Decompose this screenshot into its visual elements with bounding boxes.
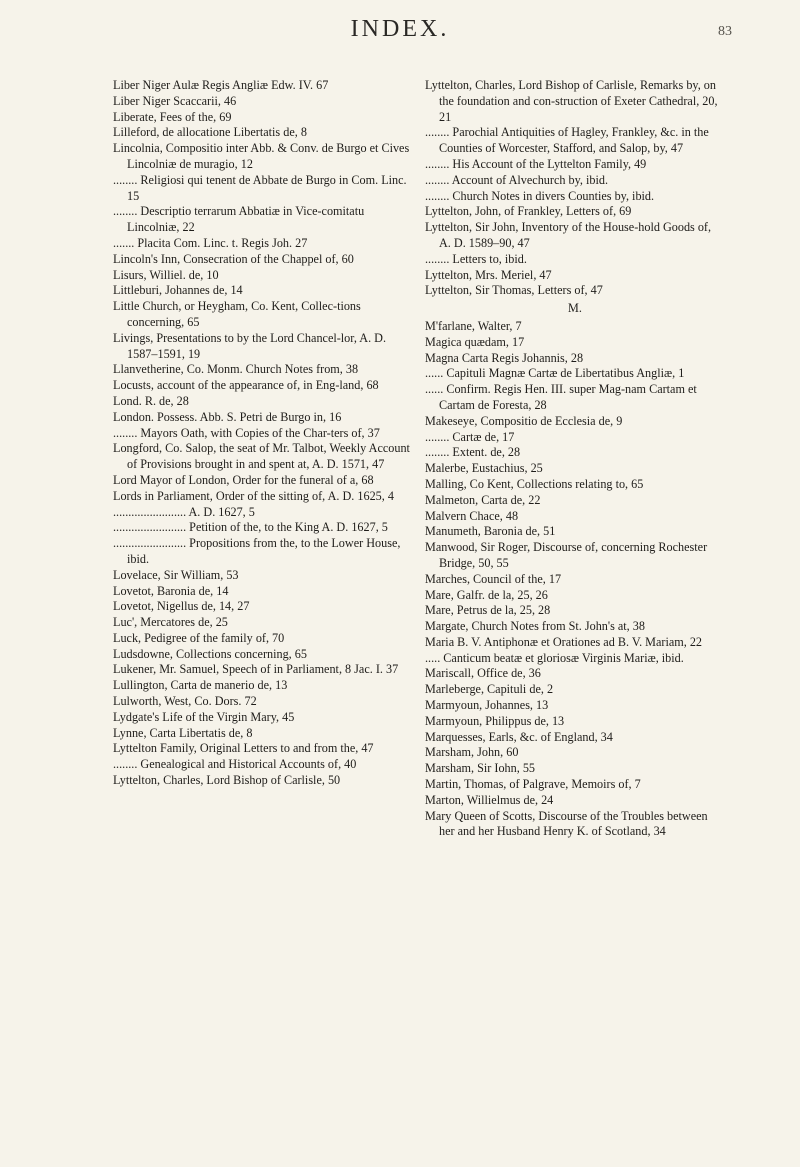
index-entry: Malvern Chace, 48 [425,508,519,523]
right-column [425,78,725,840]
index-entry: Liber Niger Scaccarii, 46 [113,93,237,108]
index-entry: Marmyoun, Philippus de, 13 [425,713,565,728]
index-entry: ........ Descriptio terrarum Abbatiæ in Vice-comitatu Lincolniæ, 22 [113,204,365,235]
page-number: 83 [718,24,732,39]
index-entry: Lyttelton, Sir Thomas, Letters of, 47 [425,283,603,298]
index-entry: Malling, Co Kent, Collections relating to, 65 [425,476,644,491]
index-entry: Lords in Parliament, Order of the sitting of, A. D. 1625, 4 [113,488,394,503]
index-entry: ........................ A. D. 1627, 5 [113,504,255,519]
index-entry: Little Church, or Heygham, Co. Kent, Collec-tions concerning, 65 [113,299,361,329]
index-entry: Mare, Galfr. de la, 25, 26 [425,587,548,602]
index-entry: Marton, Willielmus de, 24 [425,792,554,807]
index-entry: Lincolnia, Compositio inter Abb. & Conv. de Burgo et Cives Lincolniæ de muragio, 12 [113,141,410,171]
index-entry: Luc', Mercatores de, 25 [113,615,228,630]
section-letter-heading: M. [568,301,582,316]
index-entry: Marsham, Sir Iohn, 55 [425,761,536,776]
index-entry: Marches, Council of the, 17 [425,571,562,586]
index-entry: ........ Extent. de, 28 [425,445,521,460]
index-entry: Lond. R. de, 28 [113,393,189,408]
index-entry: Mary Queen of Scotts, Discourse of the Troubles between her and her Husband Henry K. of Scotland, 34 [425,808,708,839]
index-entry: ........ Parochial Antiquities of Hagley, Frankley, &c. in the Counties of Worcester, Stafford, and Salop, by, 47 [425,125,709,156]
index-entry: Longford, Co. Salop, the seat of Mr. Talbot, Weekly Account of Provisions brought in and spent at, A. D. 1571, 47 [113,441,410,472]
index-entry: Martin, Thomas, of Palgrave, Memoirs of, 7 [425,777,641,792]
index-entry: Magica quædam, 17 [425,334,525,349]
index-entry: Lyttelton Family, Original Letters to and from the, 47 [113,741,374,756]
page-header [0,14,800,54]
index-entry: Lyttelton, Mrs. Meriel, 47 [425,267,552,282]
index-entry: ........ Church Notes in divers Counties by, ibid. [425,188,655,203]
index-entry: Ludsdowne, Collections concerning, 65 [113,646,307,661]
index-entry: ...... Capituli Magnæ Cartæ de Libertatibus Angliæ, 1 [425,366,685,381]
index-entry: Lyttelton, Sir John, Inventory of the House-hold Goods of, A. D. 1589–90, 47 [425,220,712,250]
index-entry: Liber Niger Aulæ Regis Angliæ Edw. IV. 67 [113,78,329,92]
index-entry: Magna Carta Regis Johannis, 28 [425,350,584,365]
index-entry: Lyttelton, Charles, Lord Bishop of Carlisle, 50 [113,773,341,788]
index-entry: ........ Genealogical and Historical Accounts of, 40 [113,757,357,772]
index-entry: Malmeton, Carta de, 22 [425,492,541,507]
index-entry: Marmyoun, Johannes, 13 [425,698,549,713]
index-entry: Locusts, account of the appearance of, in Eng-land, 68 [113,378,379,393]
index-entry: Lord Mayor of London, Order for the funeral of a, 68 [113,472,374,487]
index-entry: Lynne, Carta Libertatis de, 8 [113,725,253,740]
index-entry: ........ Account of Alvechurch by, ibid. [425,172,609,187]
index-entry: ........................ Propositions from the, to the Lower House, ibid. [113,536,401,566]
index-entry: Lullington, Carta de manerio de, 13 [113,678,288,693]
index-entry: Lydgate's Life of the Virgin Mary, 45 [113,709,295,724]
index-entry: ........................ Petition of the, to the King A. D. 1627, 5 [113,520,388,535]
index-entry: Liberate, Fees of the, 69 [113,109,232,124]
index-entry: Manwood, Sir Roger, Discourse of, concerning Rochester Bridge, 50, 55 [425,540,708,570]
index-entry: Mariscall, Office de, 36 [425,666,541,681]
index-entry: M'farlane, Walter, 7 [425,318,522,333]
page-title: INDEX. [350,16,450,42]
index-entry: Marsham, John, 60 [425,745,519,760]
index-entry: Manumeth, Baronia de, 51 [425,524,556,539]
index-entry: Llanvetherine, Co. Monm. Church Notes from, 38 [113,362,359,377]
index-entry: Malerbe, Eustachius, 25 [425,461,543,476]
index-entry: London. Possess. Abb. S. Petri de Burgo in, 16 [113,409,342,424]
index-entry: Maria B. V. Antiphonæ et Orationes ad B. V. Mariam, 22 [425,634,703,649]
index-entry: ........ Religiosi qui tenent de Abbate de Burgo in Com. Linc. 15 [113,172,407,203]
index-entry: ..... Canticum beatæ et gloriosæ Virginis Mariæ, ibid. [425,650,684,665]
index-entry: ........ Cartæ de, 17 [425,429,515,444]
index-entry: ....... Placita Com. Linc. t. Regis Joh. 27 [113,235,308,250]
index-entry: ...... Confirm. Regis Hen. III. super Mag-nam Cartam et Cartam de Foresta, 28 [425,382,697,412]
index-entry: Livings, Presentations to by the Lord Chancel-lor, A. D. 1587–1591, 19 [113,330,387,361]
index-entry: Lyttelton, John, of Frankley, Letters of, 69 [425,204,632,219]
index-entry: Marleberge, Capituli de, 2 [425,682,554,697]
index-entry: Lukener, Mr. Samuel, Speech of in Parliament, 8 Jac. I. 37 [113,662,399,677]
index-entry: Lovetot, Nigellus de, 14, 27 [113,599,250,614]
index-entry: Makeseye, Compositio de Ecclesia de, 9 [425,413,623,428]
index-entry: Mare, Petrus de la, 25, 28 [425,603,551,618]
index-entry: ........ Mayors Oath, with Copies of the Char-ters of, 37 [113,425,380,440]
index-entry: Lulworth, West, Co. Dors. 72 [113,694,257,709]
index-entry: ........ Letters to, ibid. [425,251,527,266]
index-entry: Lilleford, de allocatione Libertatis de, 8 [113,125,307,140]
index-entry: Littleburi, Johannes de, 14 [113,283,243,298]
index-entry: ........ His Account of the Lyttelton Family, 49 [425,156,647,171]
index-entry: Marquesses, Earls, &c. of England, 34 [425,729,613,744]
index-entry: Luck, Pedigree of the family of, 70 [113,630,285,645]
index-entry: Lovelace, Sir William, 53 [113,567,239,582]
index-entry: Lyttelton, Charles, Lord Bishop of Carlisle, Remarks by, on the foundation and con-struction of Exeter Cathedral, 20, 21 [425,78,718,124]
index-entry: Lisurs, Williel. de, 10 [113,267,219,282]
index-entry: Margate, Church Notes from St. John's at, 38 [425,619,645,634]
index-entry: Lovetot, Baronia de, 14 [113,583,229,598]
left-column [113,78,413,789]
index-entry: Lincoln's Inn, Consecration of the Chappel of, 60 [113,251,354,266]
